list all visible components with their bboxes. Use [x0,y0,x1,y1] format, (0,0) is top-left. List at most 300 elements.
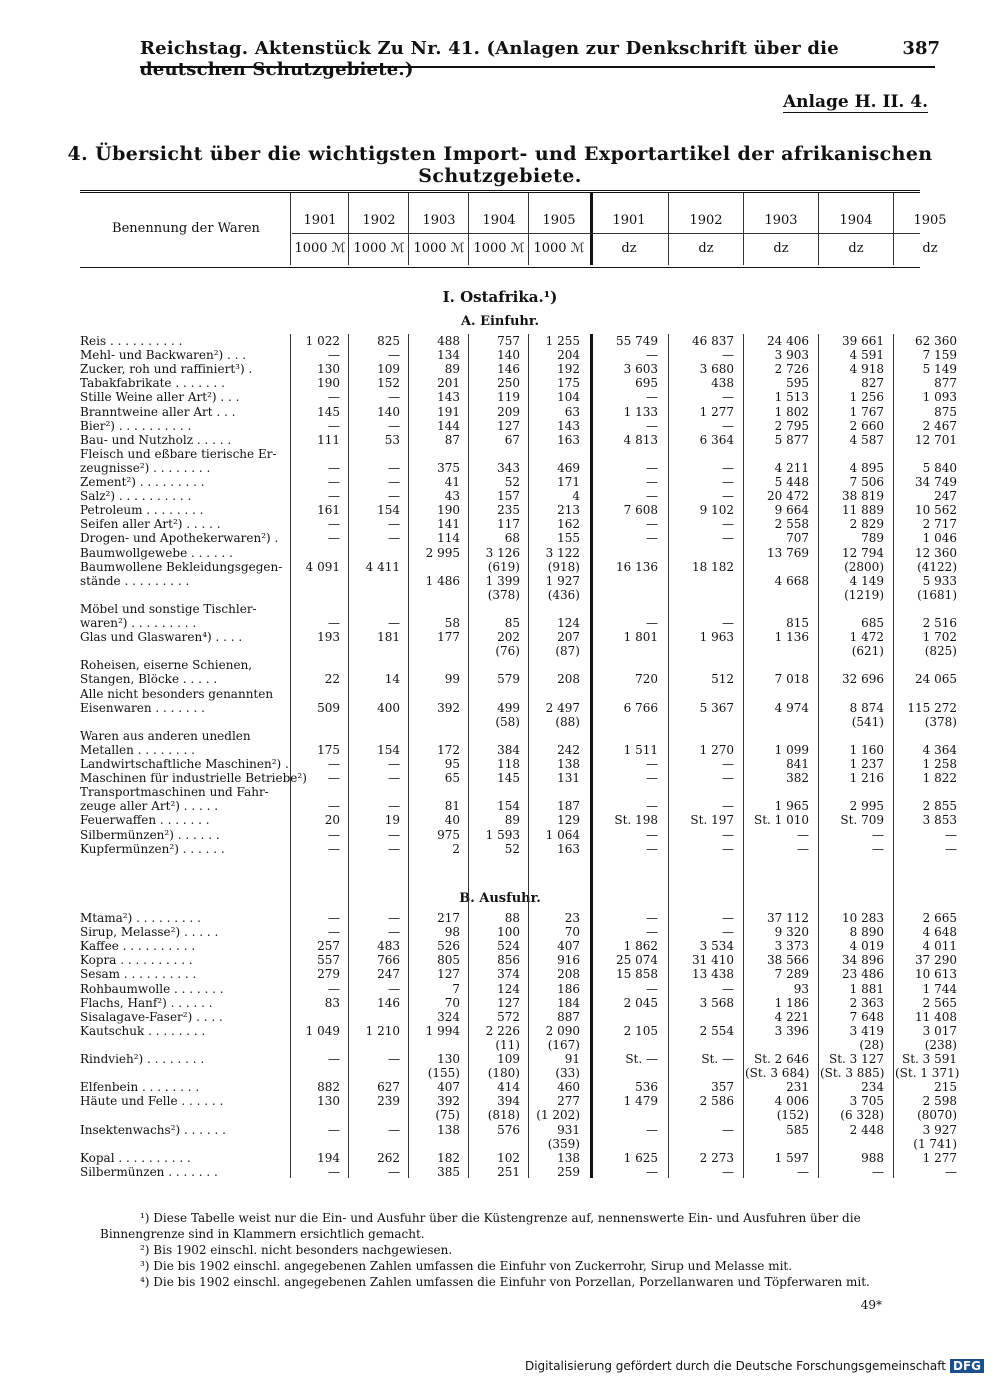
table-cell: 12 794 [842,545,884,560]
header-column-rule [743,193,744,265]
row-label: Kopra . . . . . . . . . . [80,953,193,968]
table-cell: 2 665 [922,911,957,925]
dfg-credit [525,1359,984,1373]
table-row [80,687,920,701]
table-cell: — [388,489,400,504]
table-cell: 52 [504,841,520,856]
header-year: 1901 [303,213,337,228]
table-row [80,644,957,659]
table-row [80,559,957,574]
table-cell: 161 [317,503,340,518]
table-row [80,785,920,799]
table-cell: 2 448 [849,1122,884,1137]
table-row [80,616,957,630]
table-cell: — [328,799,340,814]
table-cell: 143 [437,390,460,405]
table-row [80,742,957,757]
table-cell: 130 [437,1052,460,1066]
row-label: Alle nicht besonders genannten [80,686,274,701]
page-title: 4. Übersicht über die wichtigsten Import- und Exportartikel der afrikanischen Schutzgebiete. [67,143,933,187]
table-cell: — [388,827,400,842]
import-title: A. Einfuhr. [460,314,540,329]
table-cell: — [646,489,658,504]
row-label: Kupfermünzen²) . . . . . . [80,841,225,856]
table-cell: 2 995 [425,545,460,560]
row-label: Zucker, roh und raffiniert³) . [80,362,253,377]
table-cell: — [797,841,809,856]
table-cell: 4 591 [849,348,884,363]
table-cell: 509 [317,700,340,715]
table-cell: — [388,981,400,996]
table-cell: — [646,390,658,405]
table-cell: 2 045 [623,995,658,1010]
table-cell: 2 995 [849,799,884,814]
table-cell: 1 994 [425,1023,460,1038]
table-cell: 512 [711,672,734,687]
header-year: 1903 [422,213,456,228]
row-label: Mehl- und Backwaren²) . . . [80,348,247,363]
table-cell: 1 255 [545,334,580,348]
row-label: Landwirtschaftliche Maschinen²) . [80,757,289,771]
table-cell: 46 837 [692,334,734,348]
table-cell: 100 [497,925,520,940]
table-cell: 109 [497,1052,520,1066]
table-cell: 1 486 [425,573,460,588]
table-cell: 1 702 [922,630,957,645]
table-cell: 4 011 [922,939,957,954]
table-row [80,1164,957,1179]
table-row [80,432,957,447]
table-cell: 585 [786,1122,809,1137]
table-cell: 1 256 [849,390,884,405]
table-cell: 117 [497,517,520,532]
header-unit: dz [848,241,864,256]
table-cell: — [797,1164,809,1179]
table-cell: 1 511 [623,742,658,757]
table-cell: 93 [793,981,809,996]
table-cell: — [646,616,658,630]
row-label: Maschinen für industrielle Betriebe²) [80,771,307,786]
table-row [80,771,957,786]
table-cell: — [388,531,400,546]
table-row [80,348,957,363]
table-cell: 2 363 [849,995,884,1010]
table-cell: (918) [547,559,580,574]
row-label: Sesam . . . . . . . . . . [80,967,197,982]
table-cell: 579 [497,672,520,687]
table-cell: — [646,475,658,489]
footnotes [100,1210,920,1290]
table-cell: — [328,981,340,996]
table-cell: (1219) [844,587,884,602]
body-column-rule [590,334,593,1178]
table-cell: 1 186 [774,995,809,1010]
row-label: Flachs, Hanf²) . . . . . . [80,995,213,1010]
table-cell: — [388,348,400,363]
table-row [80,967,957,982]
table-cell: 12 701 [915,432,957,447]
table-cell: 1 822 [922,771,957,786]
table-cell: 3 373 [774,939,809,954]
table-cell: 68 [504,531,520,546]
table-cell: 3 396 [774,1023,809,1038]
table-cell: 576 [497,1122,520,1137]
table-cell: — [872,841,884,856]
table-cell: 177 [437,630,460,645]
table-cell: 407 [437,1080,460,1095]
footnote-2: ²) Bis 1902 einschl. nicht besonders nachgewiesen. [140,1243,453,1257]
table-cell: 407 [557,939,580,954]
table-cell: 152 [377,376,400,391]
table-cell: 1 270 [699,742,734,757]
row-label: Kopal . . . . . . . . . . [80,1150,191,1165]
table-cell: 194 [317,1150,340,1165]
table-cell: 53 [384,432,400,447]
table-cell: (180) [487,1066,520,1081]
table-cell: 499 [497,700,520,715]
table-cell: — [328,475,340,489]
table-cell: — [646,827,658,842]
table-row [80,827,957,842]
table-cell: St. 3 127 [828,1052,884,1066]
table-cell: 1 237 [849,757,884,771]
table-cell: — [328,517,340,532]
table-cell: 5 367 [699,700,734,715]
table-cell: — [388,1052,400,1066]
table-cell: 2 105 [623,1023,658,1038]
body-column-rule [893,334,894,1178]
table-cell: — [388,771,400,786]
table-cell: 627 [377,1080,400,1095]
table-row [80,925,957,940]
table-cell: (1681) [917,587,957,602]
table-cell: — [722,827,734,842]
table-cell: 887 [557,1009,580,1024]
table-cell: 98 [444,925,460,940]
table-cell: 1 513 [774,390,809,405]
row-label: Häute und Felle . . . . . . [80,1094,224,1109]
table-cell: 343 [497,460,520,475]
table-cell: 163 [557,841,580,856]
table-cell: 1 927 [545,573,580,588]
table-cell: 247 [377,967,400,982]
table-cell: 1 049 [305,1023,340,1038]
table-row [80,1023,957,1038]
table-cell: 460 [557,1080,580,1095]
row-label: Rohbaumwolle . . . . . . . [80,981,224,996]
table-row [80,1066,960,1081]
row-label: Glas und Glaswaren⁴) . . . . [80,630,243,645]
table-cell: 9 102 [699,503,734,518]
table-cell: 4 149 [849,573,884,588]
table-cell: 99 [444,672,460,687]
table-cell: St. 197 [690,813,734,828]
table-cell: — [722,489,734,504]
table-cell: 841 [786,757,809,771]
table-cell: 3 705 [849,1094,884,1109]
table-cell: 259 [557,1164,580,1179]
table-cell: 85 [504,616,520,630]
table-cell: — [646,460,658,475]
table-cell: 916 [557,953,580,968]
table-cell: — [328,1122,340,1137]
table-cell: 15 858 [616,967,658,982]
table-cell: (167) [547,1037,580,1052]
header-column-rule [528,193,529,265]
table-cell: 2 467 [922,418,957,433]
header-year: 1901 [612,213,646,228]
table-cell: 23 486 [842,967,884,982]
table-cell: 257 [317,939,340,954]
table-cell: (St. 1 371) [895,1066,960,1081]
table-cell: — [722,911,734,925]
header-column-rule [468,193,469,265]
table-cell: 25 074 [616,953,658,968]
header-year: 1903 [764,213,798,228]
row-label: zeuge aller Art²) . . . . . [80,799,219,814]
table-cell: — [646,841,658,856]
table-cell: 208 [557,967,580,982]
table-cell: 124 [557,616,580,630]
table-cell: 1 965 [774,799,809,814]
table-cell: 400 [377,700,400,715]
table-cell: 438 [711,376,734,391]
footnote-1: ¹) Diese Tabelle weist nur die Ein- und Ausfuhr über die Küstengrenze auf, nennenswerte Ein- und Ausfuhren über die Binnengrenze sind in Klammern ersichtlich gemacht. [100,1211,861,1241]
table-cell: — [388,517,400,532]
table-cell: 39 661 [842,334,884,348]
table-cell: 3 122 [545,545,580,560]
table-cell: 1 767 [849,404,884,419]
table-cell: 1 099 [774,742,809,757]
table-cell: St. 2 646 [753,1052,809,1066]
table-cell: — [328,1164,340,1179]
table-cell: 9 664 [774,503,809,518]
table-cell: 374 [497,967,520,982]
table-cell: 140 [377,404,400,419]
table-cell: 4 918 [849,362,884,377]
table-cell: — [945,841,957,856]
table-cell: 2 855 [922,799,957,814]
table-row [80,376,957,391]
table-row [80,981,957,996]
table-cell: 130 [317,1094,340,1109]
table-cell: 7 018 [774,672,809,687]
table-cell: 14 [384,672,400,687]
table-cell: — [722,757,734,771]
table-cell: 145 [497,771,520,786]
table-cell: (1 741) [913,1136,957,1151]
table-cell: 1 744 [922,981,957,996]
table-cell: — [646,418,658,433]
table-cell: 38 566 [767,953,809,968]
table-cell: (St. 3 684) [745,1066,810,1081]
table-cell: 3 903 [774,348,809,363]
row-label: Sirup, Melasse²) . . . . . [80,925,219,940]
table-cell: 187 [557,799,580,814]
row-label: waren²) . . . . . . . . . [80,616,197,630]
table-cell: 1 593 [485,827,520,842]
table-cell: 242 [557,742,580,757]
table-cell: — [872,827,884,842]
table-cell: 190 [437,503,460,518]
table-cell: — [388,757,400,771]
table-cell: 720 [635,672,658,687]
table-cell: 557 [317,953,340,968]
row-label: zeugnisse²) . . . . . . . . [80,460,211,475]
row-label: Sisalagave-Faser²) . . . . [80,1009,223,1024]
table-cell: (75) [435,1108,460,1123]
table-cell: 118 [497,757,520,771]
table-cell: 186 [557,981,580,996]
table-cell: 4 813 [623,432,658,447]
table-cell: 1 210 [365,1023,400,1038]
row-label: Fleisch und eßbare tierische Er- [80,446,277,461]
table-cell: 88 [504,911,520,925]
table-cell: (28) [859,1037,884,1052]
row-label: Branntweine aller Art . . . [80,404,236,419]
table-cell: — [328,1052,340,1066]
table-cell: 5 840 [922,460,957,475]
table-cell: — [722,475,734,489]
table-cell: 1 258 [922,757,957,771]
table-cell: 16 136 [616,559,658,574]
table-cell: 70 [564,925,580,940]
table-cell: 2 558 [774,517,809,532]
table-cell: 217 [437,911,460,925]
table-cell: 8 890 [849,925,884,940]
header-column-rule [290,193,291,265]
table-cell: 5 877 [774,432,809,447]
table-cell: 931 [557,1122,580,1137]
header-unit: 1000 ℳ [353,241,405,256]
table-cell: 5 933 [922,573,957,588]
table-row [80,489,957,504]
table-cell: 1 597 [774,1150,809,1165]
table-cell: — [328,841,340,856]
table-cell: 155 [557,531,580,546]
table-cell: 4 211 [774,460,809,475]
table-cell: 144 [437,418,460,433]
table-cell: — [388,418,400,433]
table-cell: 202 [497,630,520,645]
table-cell: 11 889 [842,503,884,518]
table-cell: — [646,517,658,532]
table-cell: 3 126 [485,545,520,560]
row-label: Stille Weine aller Art²) . . . [80,390,240,405]
table-cell: St. — [701,1052,734,1066]
table-row [80,390,957,405]
table-cell: 882 [317,1080,340,1095]
table-cell: 277 [557,1094,580,1109]
table-cell: (58) [495,714,520,729]
table-cell: 154 [497,799,520,814]
table-cell: 856 [497,953,520,968]
table-row [80,630,957,645]
table-cell: 2 273 [699,1150,734,1165]
table-row [80,334,957,348]
table-cell: 13 769 [767,545,809,560]
table-cell: 62 360 [915,334,957,348]
table-cell: 10 562 [915,503,957,518]
table-cell: 1 093 [922,390,957,405]
row-label: Rindvieh²) . . . . . . . . [80,1052,205,1066]
table-cell: — [388,925,400,940]
table-cell: 127 [497,418,520,433]
table-cell: St. 3 591 [901,1052,957,1066]
footnote-3: ³) Die bis 1902 einschl. angegebenen Zahlen umfassen die Einfuhr von Zuckerrohr, Sirup und Melasse mit. [140,1259,793,1273]
table-cell: — [722,531,734,546]
row-label: Reis . . . . . . . . . . [80,334,183,348]
table-cell: 2 090 [545,1023,580,1038]
table-cell: 209 [497,404,520,419]
table-cell: 572 [497,1009,520,1024]
table-cell: 7 506 [849,475,884,489]
table-cell: 63 [564,404,580,419]
table-cell: — [872,1164,884,1179]
table-cell: 1 479 [623,1094,658,1109]
body-column-rule [743,334,744,1178]
table-cell: (4122) [917,559,957,574]
body-column-rule [468,334,469,1178]
table-cell: 250 [497,376,520,391]
table-cell: — [722,981,734,996]
table-cell: 2 554 [699,1023,734,1038]
table-cell: 190 [317,376,340,391]
table-cell: 157 [497,489,520,504]
table-cell: 766 [377,953,400,968]
table-cell: 184 [557,995,580,1010]
table-cell: 9 320 [774,925,809,940]
row-label: Möbel und sonstige Tischler- [80,601,257,616]
table-cell: — [328,757,340,771]
table-cell: 1 216 [849,771,884,786]
table-cell: 815 [786,616,809,630]
row-label: stände . . . . . . . . . [80,573,190,588]
table-cell: 524 [497,939,520,954]
header-year: 1905 [542,213,576,228]
table-cell: 3 853 [922,813,957,828]
table-cell: 251 [497,1164,520,1179]
table-cell: 20 [324,813,340,828]
table-cell: — [328,418,340,433]
table-cell: 13 438 [692,967,734,982]
table-cell: 127 [497,995,520,1010]
table-cell: — [722,1164,734,1179]
table-cell: — [646,771,658,786]
table-cell: 7 608 [623,503,658,518]
table-cell: 146 [377,995,400,1010]
header-unit: 1000 ℳ [473,241,525,256]
table-row [80,995,957,1010]
table-cell: 1 963 [699,630,734,645]
header-year: 1904 [839,213,873,228]
table-cell: — [328,771,340,786]
table-row [80,1080,957,1095]
table-cell: 24 406 [767,334,809,348]
dfg-logo: DFG [950,1359,984,1373]
footnote-4: ⁴) Die bis 1902 einschl. angegebenen Zahlen umfassen die Einfuhr von Porzellan, Porzellanwaren und Töpferwaren mit. [140,1275,870,1289]
table-cell: (378) [924,714,957,729]
table-cell: — [328,531,340,546]
table-cell: (541) [851,714,884,729]
table-cell: — [722,841,734,856]
table-cell: 3 017 [922,1023,957,1038]
table-cell: 7 159 [922,348,957,363]
table-cell: (76) [495,644,520,659]
body-column-rule [528,334,529,1178]
table-cell: 3 927 [922,1122,957,1137]
section-title: I. Ostafrika.¹) [442,288,558,306]
